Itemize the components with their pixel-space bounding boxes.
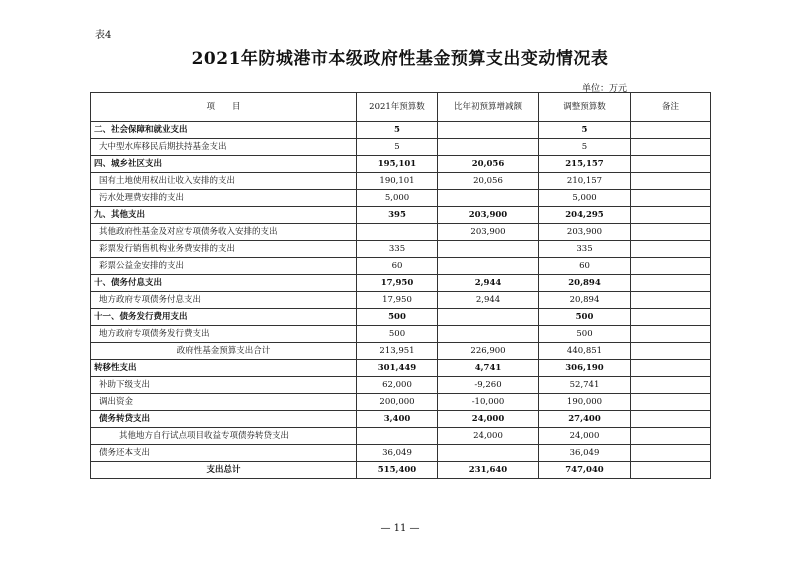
row-budget: 500	[357, 326, 438, 343]
row-change: 4,741	[438, 360, 539, 377]
row-change	[438, 190, 539, 207]
row-change	[438, 241, 539, 258]
row-budget: 190,101	[357, 173, 438, 190]
row-budget: 62,000	[357, 377, 438, 394]
row-adjusted: 27,400	[539, 411, 631, 428]
row-adjusted: 500	[539, 309, 631, 326]
table-row	[91, 394, 711, 411]
row-budget: 335	[357, 241, 438, 258]
row-remark	[631, 292, 711, 309]
row-item: 支出总计	[91, 462, 357, 479]
row-adjusted: 5	[539, 122, 631, 139]
row-change: -9,260	[438, 377, 539, 394]
row-change: 24,000	[438, 428, 539, 445]
row-remark	[631, 394, 711, 411]
row-remark	[631, 309, 711, 326]
row-remark	[631, 275, 711, 292]
header-remark: 备注	[631, 93, 711, 122]
row-adjusted: 215,157	[539, 156, 631, 173]
row-change: 20,056	[438, 156, 539, 173]
row-adjusted: 190,000	[539, 394, 631, 411]
row-item: 其他地方自行试点项目收益专项债券转贷支出	[91, 428, 357, 445]
row-item: 债务转贷支出	[91, 411, 357, 428]
row-remark	[631, 224, 711, 241]
table-row	[91, 309, 711, 326]
table-row	[91, 156, 711, 173]
row-change	[438, 309, 539, 326]
row-remark	[631, 173, 711, 190]
row-item: 十、债务付息支出	[91, 275, 357, 292]
row-adjusted: 306,190	[539, 360, 631, 377]
row-change: 226,900	[438, 343, 539, 360]
row-remark	[631, 360, 711, 377]
row-remark	[631, 462, 711, 479]
row-remark	[631, 411, 711, 428]
row-item: 彩票发行销售机构业务费安排的支出	[91, 241, 357, 258]
row-budget: 36,049	[357, 445, 438, 462]
row-remark	[631, 190, 711, 207]
row-item: 四、城乡社区支出	[91, 156, 357, 173]
row-item: 调出资金	[91, 394, 357, 411]
row-item: 地方政府专项债务付息支出	[91, 292, 357, 309]
row-adjusted: 204,295	[539, 207, 631, 224]
row-adjusted: 5,000	[539, 190, 631, 207]
row-change: 203,900	[438, 207, 539, 224]
table-row	[91, 360, 711, 377]
row-change: 2,944	[438, 292, 539, 309]
row-item: 十一、债务发行费用支出	[91, 309, 357, 326]
table-row	[91, 275, 711, 292]
row-adjusted: 747,040	[539, 462, 631, 479]
row-change	[438, 122, 539, 139]
row-budget: 200,000	[357, 394, 438, 411]
row-adjusted: 500	[539, 326, 631, 343]
header-change: 比年初预算增减额	[438, 93, 539, 122]
table-row	[91, 343, 711, 360]
row-change	[438, 139, 539, 156]
table-row	[91, 258, 711, 275]
table-row	[91, 377, 711, 394]
row-budget: 5	[357, 139, 438, 156]
row-item: 国有土地使用权出让收入安排的支出	[91, 173, 357, 190]
row-change: 203,900	[438, 224, 539, 241]
row-remark	[631, 122, 711, 139]
row-adjusted: 440,851	[539, 343, 631, 360]
row-change: 24,000	[438, 411, 539, 428]
table-row	[91, 122, 711, 139]
row-adjusted: 36,049	[539, 445, 631, 462]
row-item: 九、其他支出	[91, 207, 357, 224]
row-item: 大中型水库移民后期扶持基金支出	[91, 139, 357, 156]
row-remark	[631, 139, 711, 156]
row-budget: 213,951	[357, 343, 438, 360]
row-item: 政府性基金预算支出合计	[91, 343, 357, 360]
row-remark	[631, 156, 711, 173]
table-row	[91, 428, 711, 445]
unit-label: 单位：万元	[582, 84, 628, 94]
row-item: 转移性支出	[91, 360, 357, 377]
table-row	[91, 139, 711, 156]
header-adjusted: 调整预算数	[539, 93, 631, 122]
table-row	[91, 445, 711, 462]
row-adjusted: 20,894	[539, 292, 631, 309]
row-budget: 301,449	[357, 360, 438, 377]
row-remark	[631, 377, 711, 394]
row-remark	[631, 428, 711, 445]
row-adjusted: 20,894	[539, 275, 631, 292]
row-adjusted: 52,741	[539, 377, 631, 394]
header-budget-2021: 2021年预算数	[357, 93, 438, 122]
row-budget: 3,400	[357, 411, 438, 428]
row-adjusted: 210,157	[539, 173, 631, 190]
row-budget: 5	[357, 122, 438, 139]
page-number: — 11 —	[380, 523, 420, 534]
budget-table	[90, 92, 711, 479]
table-row	[91, 411, 711, 428]
row-change: -10,000	[438, 394, 539, 411]
row-remark	[631, 445, 711, 462]
table-row	[91, 241, 711, 258]
row-item: 污水处理费安排的支出	[91, 190, 357, 207]
row-budget: 395	[357, 207, 438, 224]
row-remark	[631, 207, 711, 224]
row-remark	[631, 326, 711, 343]
row-adjusted: 60	[539, 258, 631, 275]
row-adjusted: 24,000	[539, 428, 631, 445]
row-budget: 5,000	[357, 190, 438, 207]
row-adjusted: 5	[539, 139, 631, 156]
row-item: 二、社会保障和就业支出	[91, 122, 357, 139]
row-item: 其他政府性基金及对应专项债务收入安排的支出	[91, 224, 357, 241]
row-change	[438, 326, 539, 343]
table-row	[91, 292, 711, 309]
table-header-row	[91, 93, 711, 122]
row-item: 彩票公益金安排的支出	[91, 258, 357, 275]
row-budget: 17,950	[357, 292, 438, 309]
row-budget: 17,950	[357, 275, 438, 292]
row-budget	[357, 224, 438, 241]
row-adjusted: 335	[539, 241, 631, 258]
row-adjusted: 203,900	[539, 224, 631, 241]
table-row	[91, 462, 711, 479]
row-change	[438, 445, 539, 462]
row-change: 20,056	[438, 173, 539, 190]
row-budget	[357, 428, 438, 445]
row-item: 补助下级支出	[91, 377, 357, 394]
row-change	[438, 258, 539, 275]
row-item: 地方政府专项债务发行费支出	[91, 326, 357, 343]
header-item: 项 目	[91, 93, 357, 122]
row-change: 2,944	[438, 275, 539, 292]
table-row	[91, 207, 711, 224]
row-budget: 515,400	[357, 462, 438, 479]
row-change: 231,640	[438, 462, 539, 479]
row-remark	[631, 343, 711, 360]
row-item: 债务还本支出	[91, 445, 357, 462]
row-budget: 60	[357, 258, 438, 275]
row-remark	[631, 241, 711, 258]
table-row	[91, 326, 711, 343]
row-remark	[631, 258, 711, 275]
document-title: 2021年防城港市本级政府性基金预算支出变动情况表	[191, 49, 609, 69]
table-row	[91, 173, 711, 190]
table-row	[91, 224, 711, 241]
table-number: 表4	[95, 30, 112, 41]
row-budget: 195,101	[357, 156, 438, 173]
row-budget: 500	[357, 309, 438, 326]
table-row	[91, 190, 711, 207]
